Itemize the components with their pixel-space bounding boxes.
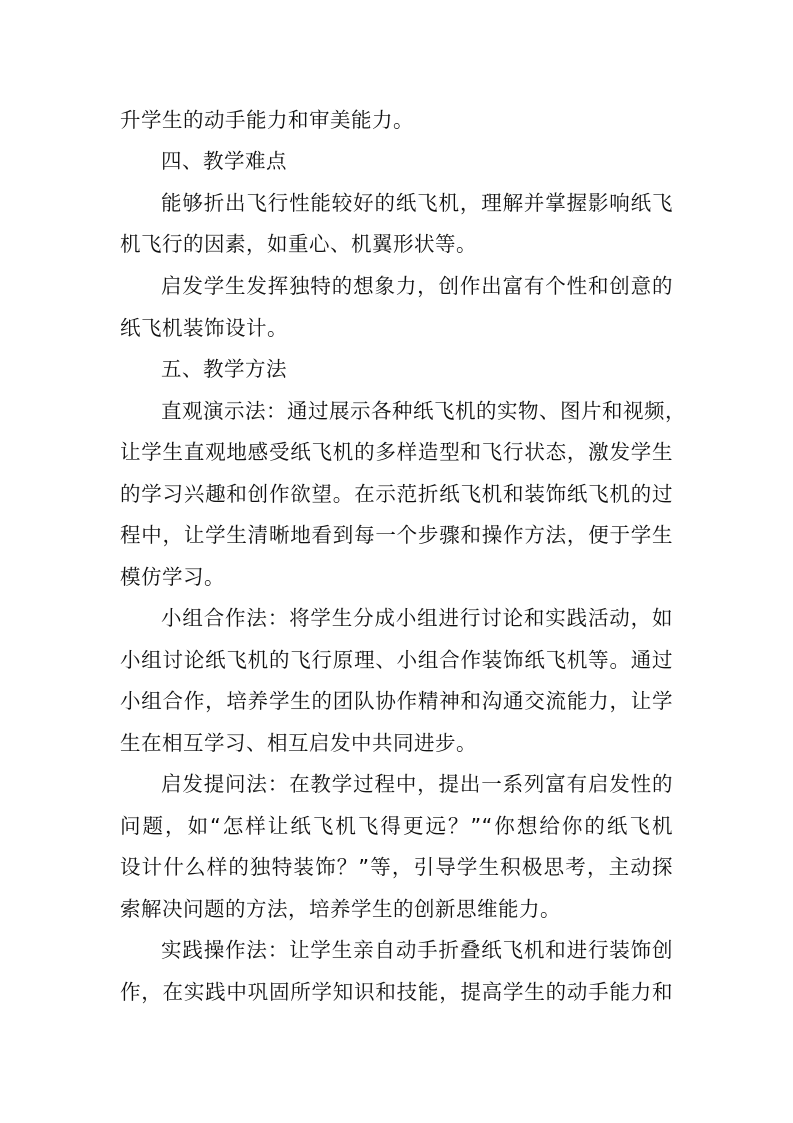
text-line: 小组讨论纸飞机的飞行原理、小组合作装饰纸飞机等。通过 [120, 648, 673, 672]
text-line: 机飞行的因素，如重心、机翼形状等。 [120, 232, 477, 256]
text-line: 小组合作法：将学生分成小组进行讨论和实践活动，如 [161, 606, 673, 630]
text-line: 模仿学习。 [120, 565, 225, 589]
text-line: 直观演示法：通过展示各种纸飞机的实物、图片和视频， [161, 399, 686, 423]
text-line: 作，在实践中巩固所学知识和技能，提高学生的动手能力和 [120, 980, 673, 1004]
text-line: 实践操作法：让学生亲自动手折叠纸飞机和进行装饰创 [161, 938, 673, 962]
text-line: 的学习兴趣和创作欲望。在示范折纸飞机和装饰纸飞机的过 [120, 482, 673, 506]
text-line: 小组合作，培养学生的团队协作精神和沟通交流能力，让学 [120, 689, 673, 713]
text-line: 启发提问法：在教学过程中，提出一系列富有启发性的 [161, 772, 673, 796]
text-line: 设计什么样的独特装饰？”等，引导学生积极思考，主动探 [120, 855, 673, 879]
text-line: 纸飞机装饰设计。 [120, 316, 288, 340]
text-line: 生在相互学习、相互启发中共同进步。 [120, 731, 477, 755]
text-line: 程中，让学生清晰地看到每一个步骤和操作方法，便于学生 [120, 523, 673, 547]
text-line: 让学生直观地感受纸飞机的多样造型和飞行状态，激发学生 [120, 440, 673, 464]
section-heading-teaching-methods: 五、教学方法 [161, 357, 287, 381]
text-line: 启发学生发挥独特的想象力，创作出富有个性和创意的 [161, 274, 673, 298]
text-line: 升学生的动手能力和审美能力。 [120, 108, 414, 132]
section-heading-teaching-difficulties: 四、教学难点 [161, 149, 287, 173]
text-line: 问题，如“怎样让纸飞机飞得更远？”“你想给你的纸飞机 [120, 814, 673, 838]
text-line: 索解决问题的方法，培养学生的创新思维能力。 [120, 897, 561, 921]
text-line: 能够折出飞行性能较好的纸飞机，理解并掌握影响纸飞 [161, 191, 673, 215]
